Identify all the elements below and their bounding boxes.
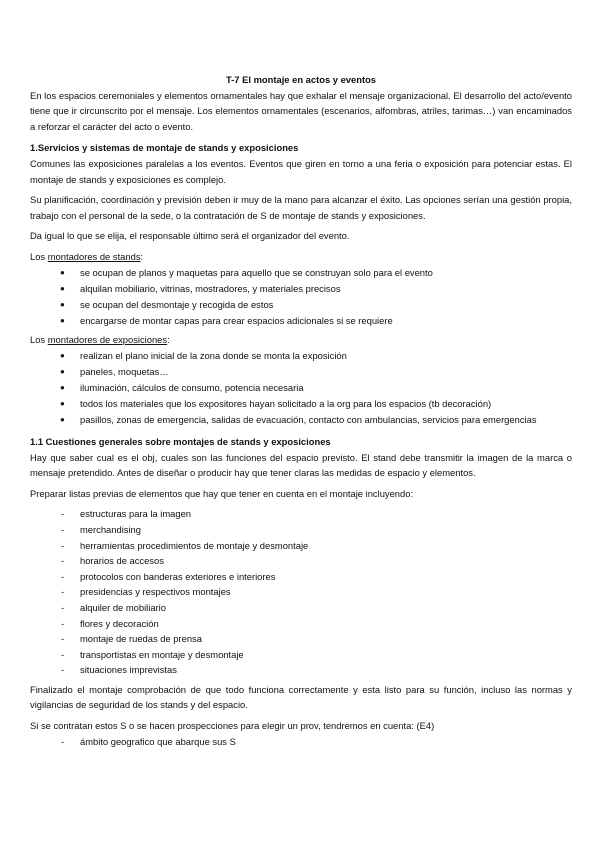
list-item: ● encargarse de montar capas para crear espacios adicionales si se requiere	[30, 313, 572, 329]
expo-prefix: Los	[30, 334, 48, 346]
stands-suffix: :	[140, 250, 144, 262]
provider-criteria-list	[30, 734, 572, 750]
intro-paragraph: En los espacios ceremoniales y elementos ornamentales hay que exhalar el mensaje organizacional. El desarrollo del acto/evento tiene que ir circunscrito por el mensaje. Los elementos ornamentales (escenarios, alfombras, atriles, tarimas…) van encaminados a reforzar el carácter del acto o evento.	[30, 89, 572, 132]
list-item: ● iluminación, cálculos de consumo, potencia necesaria	[30, 380, 572, 396]
list-item: ● se ocupan de planos y maquetas para aquello que se construyan solo para el evento	[30, 265, 572, 281]
page-title: T-7 El montaje en actos y eventos	[225, 74, 377, 85]
section-1-1-paragraph-3: Finalizado el montaje comprobación de que todo funciona correctamente y esta listo para su función, incluso las normas y vigilancias de seguridad de los stands y del espacio.	[30, 683, 572, 711]
list-item: ● paneles, moquetas…	[30, 364, 572, 380]
list-item: - transportistas en montaje y desmontaje	[30, 647, 572, 663]
section-1-paragraph-2: Su planificación, coordinación y previsión deben ir muy de la mano para alcanzar el éxito. Las opciones serían una gestión propia, trabajo con el personal de la sede, o la contratación de S de montaje de stands y exposiciones.	[30, 194, 572, 221]
document-page	[30, 72, 572, 753]
list-item: - ámbito geografico que abarque sus S	[30, 734, 572, 750]
expo-term: montadores de exposiciones	[47, 334, 168, 346]
stands-intro	[30, 249, 572, 265]
section-1-1-paragraph-1: Hay que saber cual es el obj, cuales son las funciones del espacio previsto. El stand debe transmitir la imagen de la marca o mensaje pretendido. Antes de diseñar o producir hay que tener claras las medidas de espacio y elementos.	[30, 451, 572, 479]
section-1-1-paragraph-2: Preparar listas previas de elementos que hay que tener en cuenta en el montaje incluyendo:	[30, 487, 414, 499]
list-item: - merchandising	[30, 522, 572, 538]
section-1-paragraph-1: Comunes las exposiciones paralelas a los eventos. Eventos que giren en torno a una feria o exposición para potenciar estas. El montaje de stands y exposiciones es complejo.	[30, 157, 572, 185]
expo-intro	[30, 332, 572, 348]
section-1-1-heading: 1.1 Cuestiones generales sobre montajes de stands y exposiciones	[30, 435, 331, 447]
elements-list	[30, 506, 572, 678]
stands-prefix: Los	[30, 250, 48, 262]
list-item: ● pasillos, zonas de emergencia, salidas de evacuación, contacto con ambulancias, servicios para emergencias	[30, 412, 572, 428]
stands-term: montadores de stands	[47, 250, 141, 262]
stands-list	[30, 265, 572, 329]
list-item: - situaciones imprevistas	[30, 662, 572, 678]
expo-suffix: :	[167, 334, 170, 346]
list-item: ● realizan el plano inicial de la zona donde se monta la exposición	[30, 348, 572, 364]
list-item: - protocolos con banderas exteriores e interiores	[30, 569, 572, 585]
list-item: ● se ocupan del desmontaje y recogida de estos	[30, 297, 572, 313]
section-1-1-paragraph-4: Si se contratan estos S o se hacen prospecciones para elegir un prov, tendremos en cuenta: (E4)	[30, 720, 435, 732]
list-item: ● todos los materiales que los expositores hayan solicitado a la org para los espacios (tb decoración)	[30, 396, 572, 412]
list-item: - montaje de ruedas de prensa	[30, 631, 572, 647]
section-1-heading: 1.Servicios y sistemas de montaje de stands y exposiciones	[30, 142, 299, 154]
list-item: - presidencias y respectivos montajes	[30, 584, 572, 600]
list-item: - horarios de accesos	[30, 553, 572, 569]
list-item: - alquiler de mobiliario	[30, 600, 572, 616]
list-item: - herramientas procedimientos de montaje y desmontaje	[30, 538, 572, 554]
list-item: ● alquilan mobiliario, vitrinas, mostradores, y materiales precisos	[30, 281, 572, 297]
expo-list	[30, 348, 572, 428]
list-item: - flores y decoración	[30, 616, 572, 632]
list-item: - estructuras para la imagen	[30, 506, 572, 522]
section-1-paragraph-3: Da igual lo que se elija, el responsable último será el organizador del evento.	[30, 230, 350, 242]
